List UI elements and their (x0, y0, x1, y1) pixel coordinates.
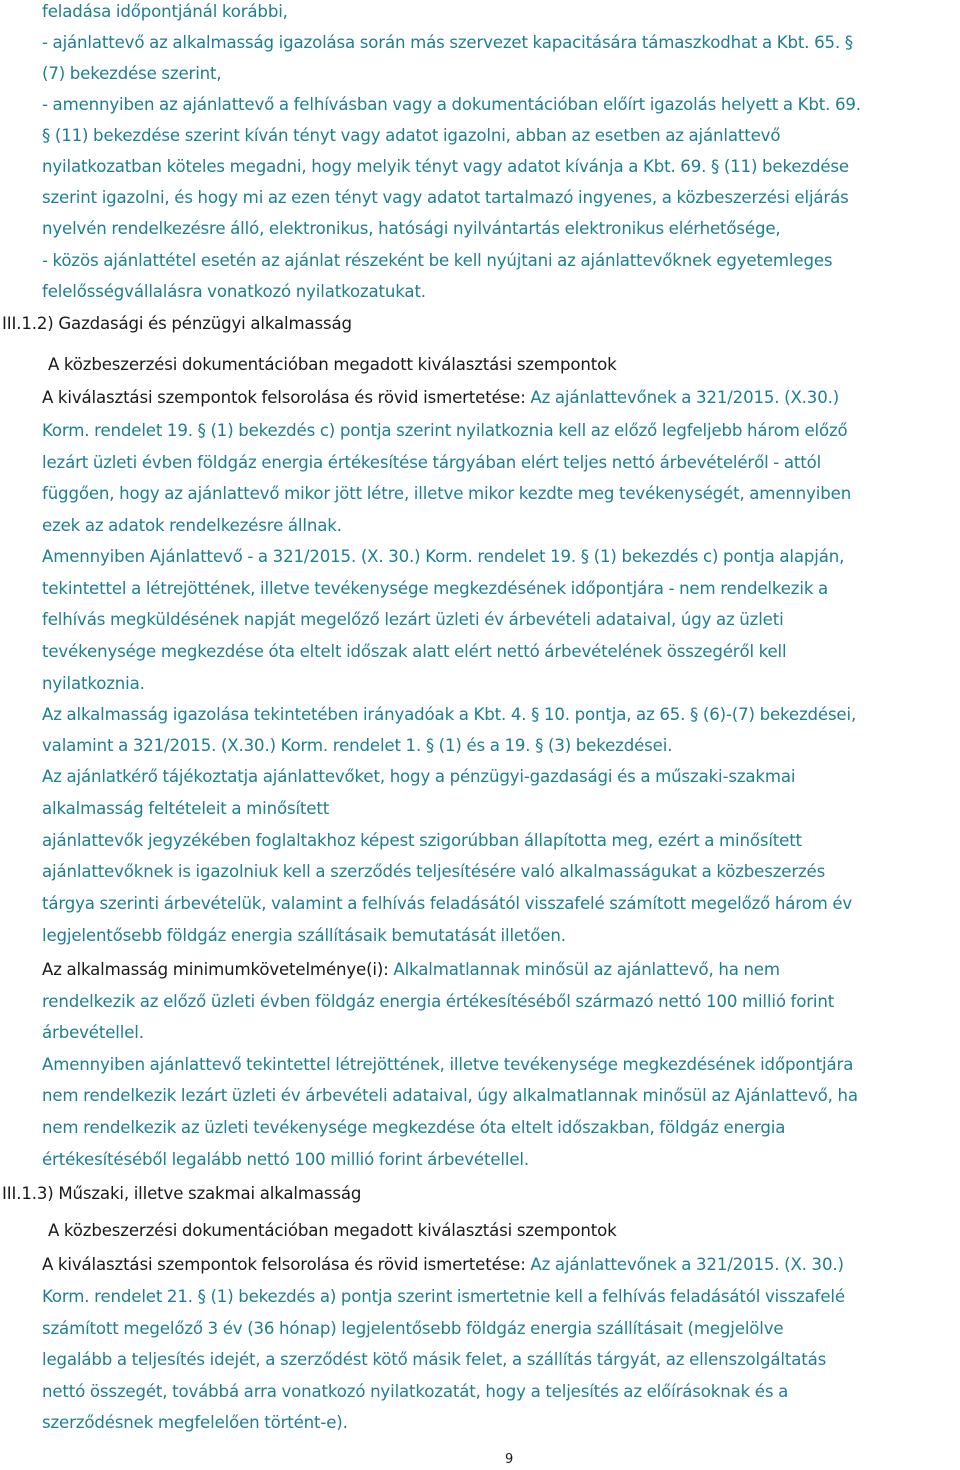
text-line: árbevétellel. (42, 1023, 144, 1042)
text-line: alkalmasság feltételeit a minősített (42, 799, 330, 818)
text-line: Az alkalmasság igazolása tekintetében irányadóak a Kbt. 4. § 10. pontja, az 65. § (6)-(7) bekezdései, (42, 705, 857, 724)
criteria-text: Az ajánlattevőnek a 321/2015. (X. 30.) (530, 1255, 844, 1274)
text-line: - amennyiben az ajánlattevő a felhívásban vagy a dokumentációban előírt igazolás helyett a Kbt. 69. (42, 95, 861, 114)
text-line: ajánlattevőknek is igazolniuk kell a szerződés teljesítésére való alkalmasságukat a közbeszerzés (42, 862, 826, 881)
selection-criteria-label: A közbeszerzési dokumentációban megadott kiválasztási szempontok (48, 1221, 617, 1240)
text-line: felhívás megküldésének napját megelőző lezárt üzleti év árbevételi adataival, úgy az üzleti (42, 610, 784, 629)
text-line: Korm. rendelet 21. § (1) bekezdés a) pontja szerint ismertetnie kell a felhívás feladásától visszafelé (42, 1287, 845, 1306)
text-line: felelősségvállalásra vonatkozó nyilatkozatukat. (42, 282, 426, 301)
text-line: feladása időpontjánál korábbi, (42, 2, 288, 21)
text-line: számított megelőző 3 év (36 hónap) legjelentősebb földgáz energia szállításait (megjelölve (42, 1319, 784, 1338)
text-line: ezek az adatok rendelkezésre állnak. (42, 516, 342, 535)
criteria-label: A kiválasztási szempontok felsorolása és rövid ismertetése: (42, 388, 526, 407)
text-line: rendelkezik az előző üzleti évben földgáz energia értékesítéséből származó nettó 100 millió forint (42, 992, 835, 1011)
criteria-line (42, 1254, 844, 1276)
text-line: nettó összegét, továbbá arra vonatkozó nyilatkozatát, hogy a teljesítés az előírásoknak és a (42, 1382, 789, 1401)
text-line: szerint igazolni, és hogy mi az ezen tényt vagy adatot tartalmazó ingyenes, a közbeszerzési eljárás (42, 188, 849, 207)
text-line: (7) bekezdése szerint, (42, 64, 222, 83)
page-number: 9 (504, 1452, 514, 1467)
text-line: lezárt üzleti évben földgáz energia értékesítése tárgyában elért teljes nettó árbevételéről - attól (42, 453, 822, 472)
text-line: tekintettel a létrejöttének, illetve tevékenysége megkezdésének időpontjára - nem rendelkezik a (42, 579, 829, 598)
text-line: függően, hogy az ajánlattevő mikor jött létre, illetve mikor kezdte meg tevékenységét, amennyiben (42, 484, 852, 503)
text-line: Amennyiben Ajánlattevő - a 321/2015. (X. 30.) Korm. rendelet 19. § (1) bekezdés c) pontja alapján, (42, 547, 845, 566)
text-line: - ajánlattevő az alkalmasság igazolása során más szervezet kapacitására támaszkodhat a Kbt. 65. § (42, 33, 853, 52)
min-requirement-line (42, 959, 780, 981)
text-line: legjelentősebb földgáz energia szállításaik bemutatását illetően. (42, 926, 566, 945)
section-heading: III.1.2) Gazdasági és pénzügyi alkalmasság (2, 314, 352, 333)
text-line: nyelvén rendelkezésre álló, elektronikus, hatósági nyilvántartás elektronikus elérhetősége, (42, 219, 781, 238)
criteria-line (42, 387, 839, 409)
text-line: nyilatkozatban köteles megadni, hogy melyik tényt vagy adatot kívánja a Kbt. 69. § (11) bekezdése (42, 157, 849, 176)
criteria-text: Az ajánlattevőnek a 321/2015. (X.30.) (530, 388, 840, 407)
min-requirement-text: Alkalmatlannak minősül az ajánlattevő, ha nem (393, 960, 780, 979)
text-line: nem rendelkezik lezárt üzleti év árbevételi adataival, úgy alkalmatlannak minősül az Ajánlattevő, ha (42, 1086, 858, 1105)
text-line: valamint a 321/2015. (X.30.) Korm. rendelet 1. § (1) és a 19. § (3) bekezdései. (42, 736, 673, 755)
text-line: értékesítéséből legalább nettó 100 millió forint árbevétellel. (42, 1150, 529, 1169)
text-line: Amennyiben ajánlattevő tekintettel létrejöttének, illetve tevékenysége megkezdésének időpontjára (42, 1055, 854, 1074)
text-line: nyilatkoznia. (42, 674, 145, 693)
text-line: tevékenysége megkezdése óta eltelt időszak alatt elért nettó árbevételének összegéről kell (42, 642, 787, 661)
text-line: Korm. rendelet 19. § (1) bekezdés c) pontja szerint nyilatkoznia kell az előző legfeljebb három előző (42, 421, 848, 440)
text-line: szerződésnek megfelelően történt-e). (42, 1413, 348, 1432)
selection-criteria-label: A közbeszerzési dokumentációban megadott kiválasztási szempontok (48, 355, 617, 374)
text-line: - közös ajánlattétel esetén az ajánlat részeként be kell nyújtani az ajánlattevőknek egyetemleges (42, 251, 833, 270)
min-requirement-label: Az alkalmasság minimumkövetelménye(i): (42, 960, 389, 979)
text-line: tárgya szerinti árbevételük, valamint a felhívás feladásától visszafelé számított megelőző három év (42, 894, 853, 913)
section-heading: III.1.3) Műszaki, illetve szakmai alkalmasság (2, 1184, 362, 1203)
text-line: ajánlattevők jegyzékében foglaltakhoz képest szigorúbban állapította meg, ezért a minősített (42, 831, 802, 850)
text-line: legalább a teljesítés idejét, a szerződést kötő másik felet, a szállítás tárgyát, az ellenszolgáltatás (42, 1350, 827, 1369)
text-line: § (11) bekezdése szerint kíván tényt vagy adatot igazolni, abban az esetben az ajánlattevő (42, 126, 781, 145)
text-line: Az ajánlatkérő tájékoztatja ajánlattevőket, hogy a pénzügyi-gazdasági és a műszaki-szakmai (42, 767, 796, 786)
text-line: nem rendelkezik az üzleti tevékenysége megkezdése óta eltelt időszakban, földgáz energia (42, 1118, 786, 1137)
criteria-label: A kiválasztási szempontok felsorolása és rövid ismertetése: (42, 1255, 526, 1274)
